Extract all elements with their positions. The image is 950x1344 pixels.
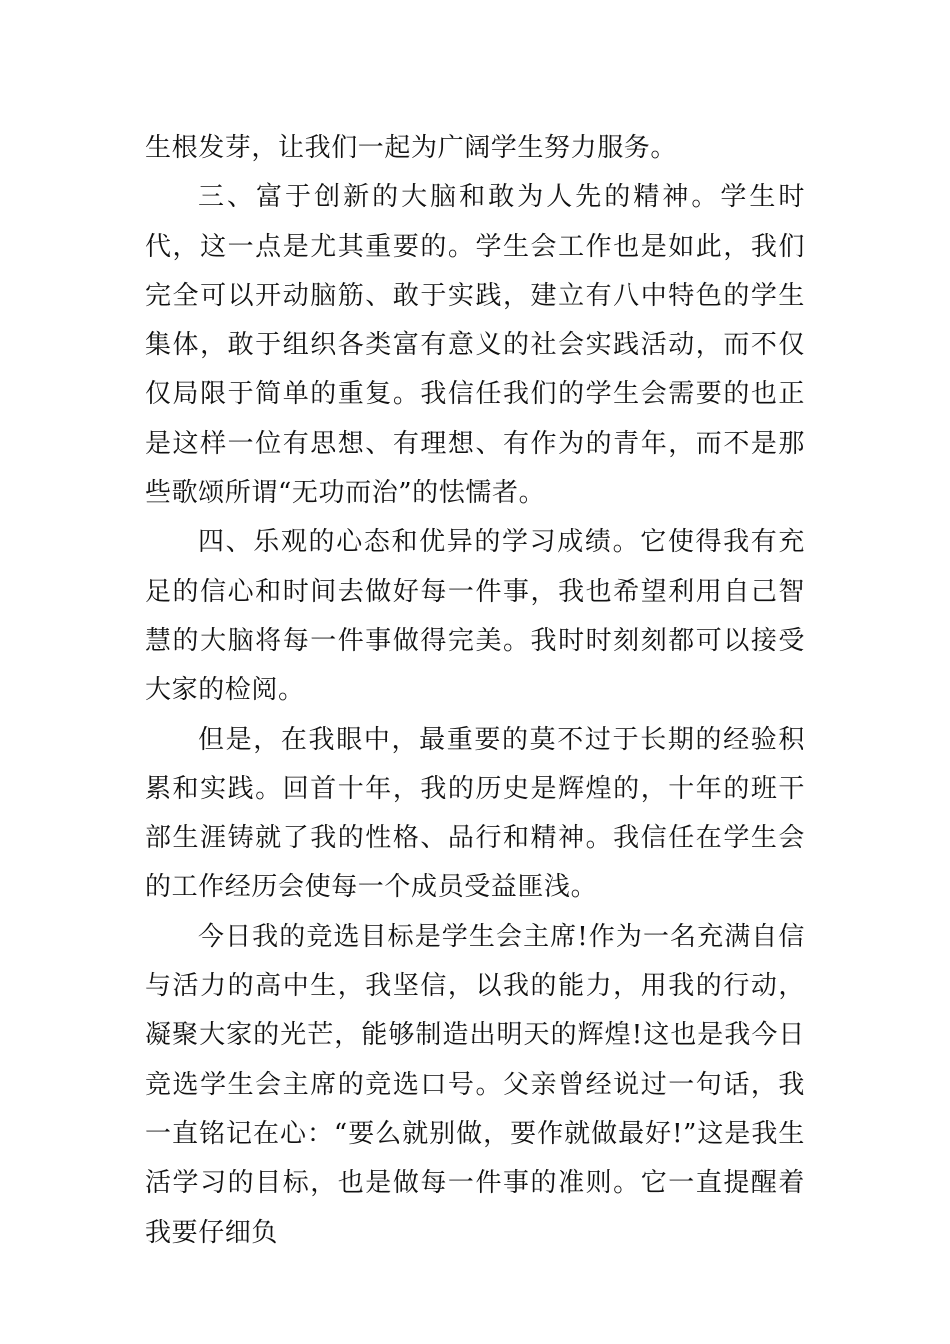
paragraph-experience: 但是，在我眼中，最重要的莫不过于长期的经验积累和实践。回首十年，我的历史是辉煌的，十年的班干部生涯铸就了我的性格、品行和精神。我信任在学生会的工作经历会使每一个成员受益匪浅。 bbox=[145, 724, 805, 903]
body-text bbox=[145, 124, 805, 1258]
paragraph-goal: 今日我的竞选目标是学生会主席!作为一名充满自信与活力的高中生，我坚信，以我的能力，用我的行动，凝聚大家的光芒，能够制造出明天的辉煌!这也是我今日竞选学生会主席的竞选口号。父亲曾经说过一句话，我一直铭记在心：“要么就别做，要作就做最好!”这是我生活学习的目标，也是做每一件事的准则。它一直提醒着我要仔细负 bbox=[145, 921, 805, 1248]
paragraph-point-four: 四、乐观的心态和优异的学习成绩。它使得我有充足的信心和时间去做好每一件事，我也希望利用自己智慧的大脑将每一件事做得完美。我时时刻刻都可以接受大家的检阅。 bbox=[145, 527, 805, 706]
paragraph-continuation: 生根发芽，让我们一起为广阔学生努力服务。 bbox=[145, 133, 678, 163]
paragraph-point-three: 三、富于创新的大脑和敢为人先的精神。学生时代，这一点是尤其重要的。学生会工作也是如此，我们完全可以开动脑筋、敢于实践，建立有八中特色的学生集体，敢于组织各类富有意义的社会实践活动，而不仅仅局限于简单的重复。我信任我们的学生会需要的也正是这样一位有思想、有理想、有作为的青年，而不是那些歌颂所谓“无功而治”的怯懦者。 bbox=[145, 182, 805, 509]
